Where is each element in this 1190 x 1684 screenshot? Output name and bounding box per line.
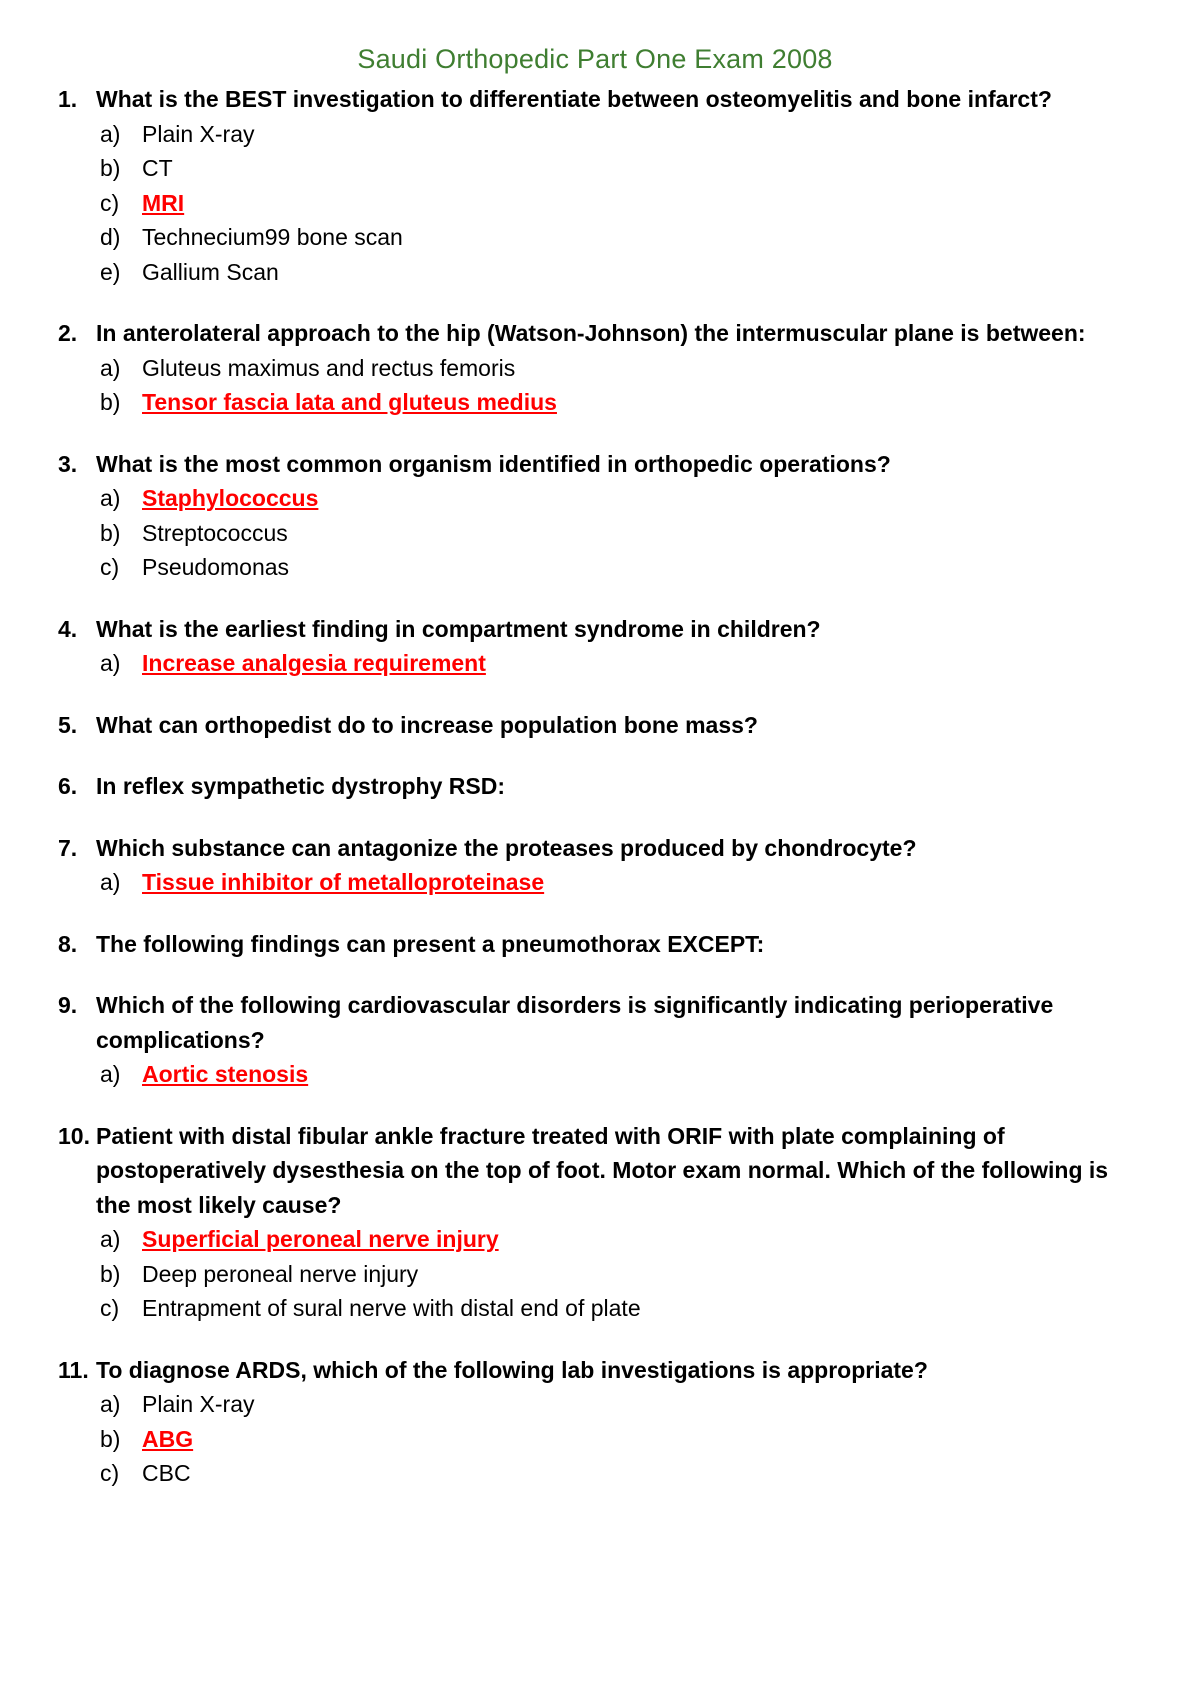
option-text: CBC [142, 1460, 191, 1486]
option-letter: a) [100, 120, 121, 147]
question-1 [58, 82, 1148, 289]
question-number: 4. [58, 615, 78, 642]
option-letter: e) [100, 258, 121, 285]
question-number: 2. [58, 320, 78, 346]
question-3 [58, 447, 1148, 585]
option-item [100, 1456, 1148, 1491]
option-text: Streptococcus [142, 519, 288, 546]
question-10 [58, 1119, 1148, 1326]
option-item [100, 186, 1148, 221]
option-text: Deep peroneal nerve injury [142, 1260, 419, 1287]
question-text: Which substance can antagonize the proteases produced by chondrocyte? [96, 834, 917, 861]
option-item [100, 481, 1148, 516]
option-item [100, 865, 1148, 900]
option-item [100, 1387, 1148, 1422]
option-letter: a) [100, 869, 121, 895]
question-number: 1. [58, 86, 78, 112]
option-item [100, 385, 1148, 420]
option-letter: c) [100, 554, 120, 580]
option-item [100, 1422, 1148, 1457]
option-item [100, 1222, 1148, 1257]
option-letter: c) [100, 1460, 120, 1486]
option-item [100, 151, 1148, 186]
correct-answer: Increase analgesia requirement [142, 650, 486, 676]
question-text: What can orthopedist do to increase population bone mass? [96, 711, 758, 738]
question-text: The following findings can present a pneumothorax EXCEPT: [96, 930, 765, 957]
option-letter: c) [100, 1295, 120, 1321]
correct-answer: Tissue inhibitor of metalloproteinase [142, 869, 545, 895]
option-letter: a) [100, 1061, 121, 1087]
option-letter: b) [100, 1260, 121, 1287]
question-number: 7. [58, 834, 78, 861]
option-item [100, 646, 1148, 681]
correct-answer: MRI [142, 189, 185, 216]
question-number: 8. [58, 930, 78, 957]
option-item [100, 255, 1148, 290]
question-5 [58, 708, 1148, 743]
option-text: CT [142, 155, 173, 181]
question-text: In reflex sympathetic dystrophy RSD: [96, 773, 505, 799]
option-letter: c) [100, 189, 120, 216]
correct-answer: Tensor fascia lata and gluteus medius [142, 389, 557, 415]
option-item [100, 550, 1148, 585]
option-text: Plain X-ray [142, 120, 255, 147]
option-item [100, 351, 1148, 386]
question-7 [58, 831, 1148, 900]
question-text: In anterolateral approach to the hip (Watson-Johnson) the intermuscular plane is between: [96, 320, 1086, 346]
question-number: 5. [58, 711, 78, 738]
option-letter: a) [100, 650, 121, 676]
option-letter: a) [100, 1226, 121, 1252]
question-text: What is the most common organism identified in orthopedic operations? [96, 450, 891, 477]
question-text: What is the earliest finding in compartment syndrome in children? [96, 615, 821, 642]
option-item [100, 1057, 1148, 1092]
correct-answer: ABG [142, 1425, 194, 1452]
option-letter: a) [100, 485, 121, 511]
question-number: 3. [58, 450, 78, 477]
page-title: Saudi Orthopedic Part One Exam 2008 [357, 44, 833, 74]
correct-answer: Superficial peroneal nerve injury [142, 1226, 499, 1252]
option-letter: b) [100, 519, 121, 546]
option-item [100, 117, 1148, 152]
option-letter: a) [100, 1391, 121, 1417]
option-letter: b) [100, 1425, 121, 1452]
option-text: Gallium Scan [142, 258, 279, 285]
option-text: Pseudomonas [142, 554, 290, 580]
question-text: Patient with distal fibular ankle fracture treated with ORIF with plate complaining of postoperatively dysesthesia on the top of foot. Motor exam normal. Which of the following is the most likely cause? [96, 1122, 1109, 1218]
question-8 [58, 927, 1148, 962]
option-letter: a) [100, 354, 121, 381]
question-text: What is the BEST investigation to differentiate between osteomyelitis and bone infarct? [96, 86, 1052, 112]
option-item [100, 1257, 1148, 1292]
question-6 [58, 769, 1148, 804]
option-letter: d) [100, 224, 121, 250]
option-text: Technecium99 bone scan [142, 224, 403, 250]
question-number: 10. [58, 1122, 90, 1149]
question-number: 11. [58, 1356, 89, 1383]
question-list [58, 82, 1148, 1491]
question-text: Which of the following cardiovascular disorders is significantly indicating perioperative complications? [96, 992, 1054, 1053]
option-letter: b) [100, 155, 121, 181]
question-2 [58, 316, 1148, 420]
correct-answer: Aortic stenosis [142, 1061, 309, 1087]
option-text: Entrapment of sural nerve with distal end of plate [142, 1295, 641, 1321]
option-text: Gluteus maximus and rectus femoris [142, 354, 516, 381]
option-text: Plain X-ray [142, 1391, 255, 1417]
option-item [100, 220, 1148, 255]
option-letter: b) [100, 389, 121, 415]
question-4 [58, 612, 1148, 681]
question-text: To diagnose ARDS, which of the following lab investigations is appropriate? [96, 1356, 928, 1383]
option-item [100, 516, 1148, 551]
question-number: 6. [58, 773, 78, 799]
option-item [100, 1291, 1148, 1326]
question-number: 9. [58, 992, 78, 1018]
correct-answer: Staphylococcus [142, 485, 319, 511]
question-9 [58, 988, 1148, 1092]
question-11 [58, 1353, 1148, 1491]
